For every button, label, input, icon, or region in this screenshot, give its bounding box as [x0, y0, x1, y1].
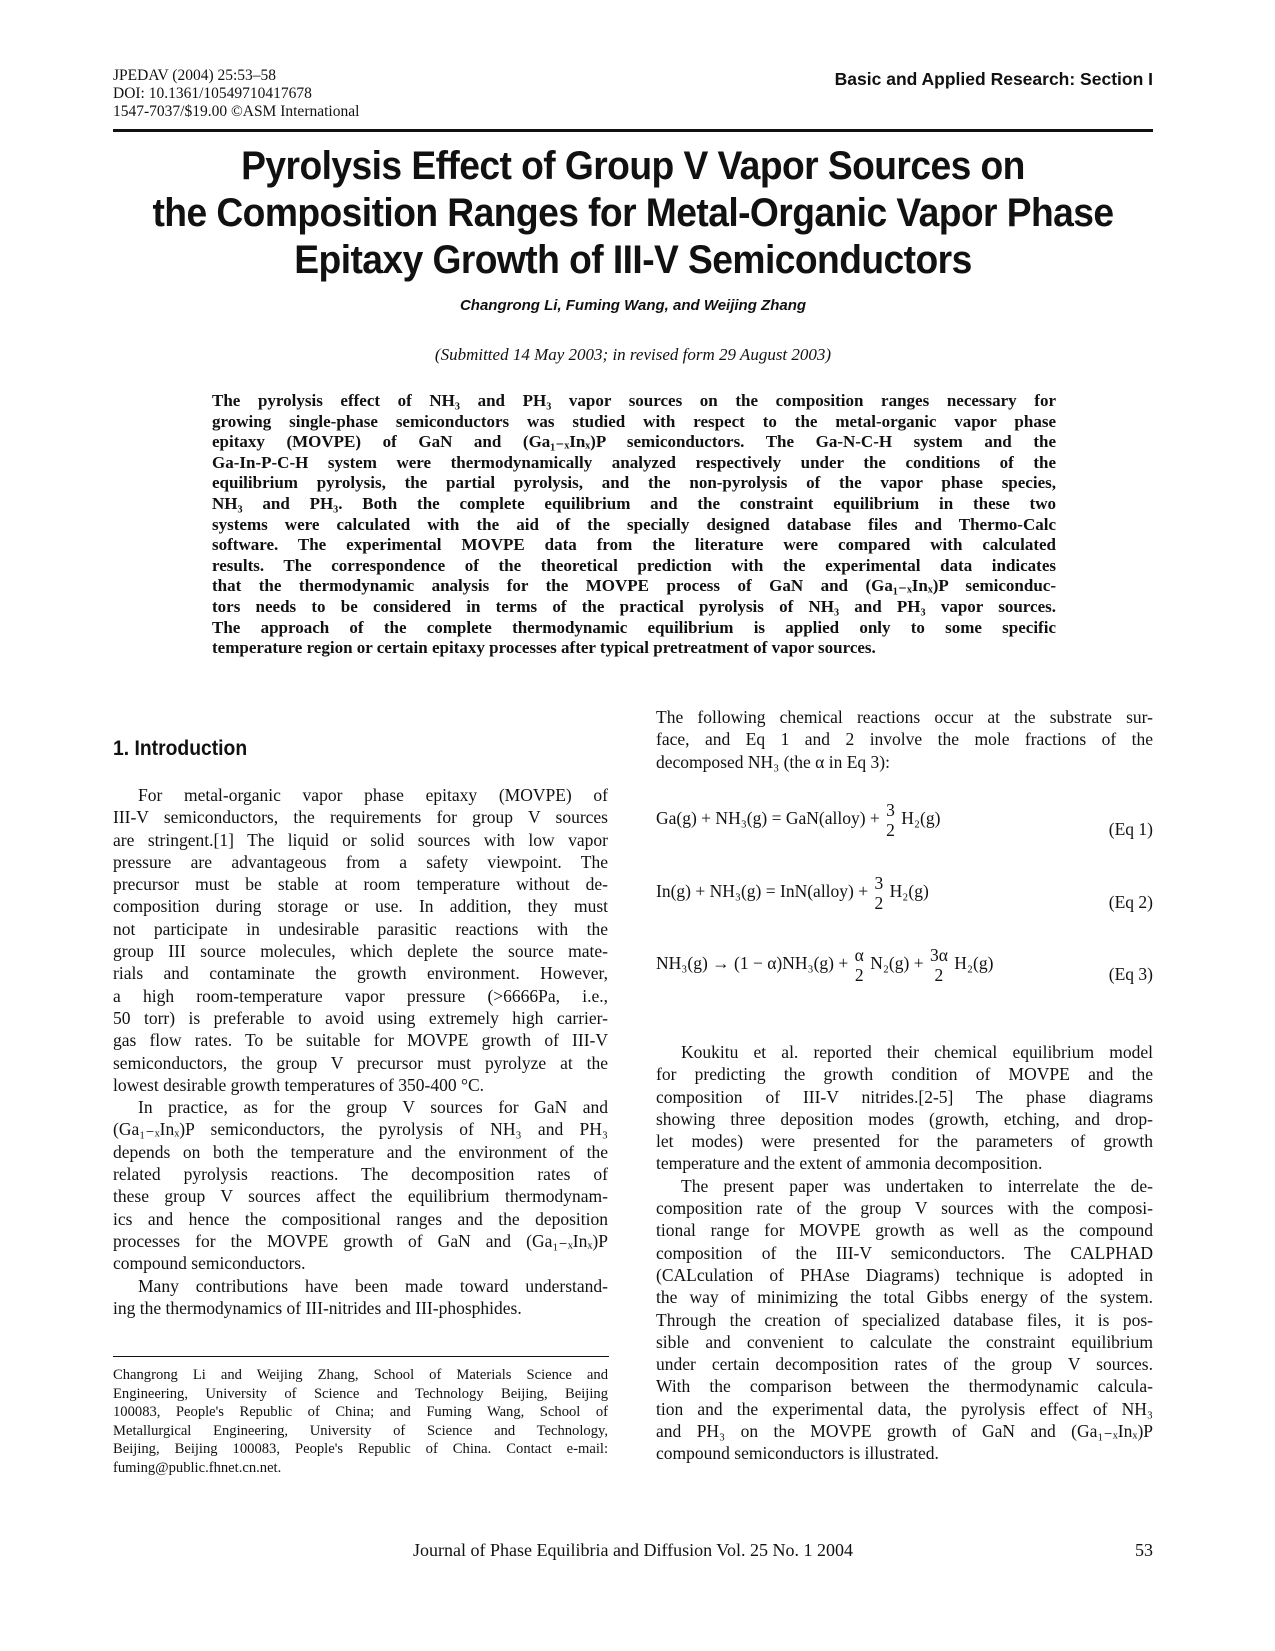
- paragraph-line: composition rate of the group V sources with the composi-: [656, 1198, 1153, 1219]
- eq-label: (Eq 2): [1108, 892, 1153, 912]
- paragraph-line: rials and contaminate the growth environment. However,: [113, 963, 608, 984]
- paragraph-line: The present paper was undertaken to interrelate the de-: [681, 1175, 1153, 1196]
- paragraph-line: semiconductors, the group V precursor must pyrolyze at the: [113, 1052, 608, 1073]
- paragraph-line: For metal-organic vapor phase epitaxy (MOVPE) of: [138, 785, 608, 805]
- paragraph-line: Many contributions have been made toward understand-: [138, 1275, 608, 1296]
- paragraph-line: for predicting the growth condition of MOVPE and the: [656, 1064, 1153, 1085]
- abstract-line: The pyrolysis effect of NH₃ and PH₃ vapor sources on the composition ranges necessary for: [212, 391, 1056, 410]
- paragraph-line: Through the creation of specialized database files, it is pos-: [656, 1309, 1153, 1330]
- footnote-line: Beijing, Beijing 100083, People's Republic of China. Contact e-mail:: [113, 1441, 608, 1457]
- meta-line: 1547-7037/$19.00 ©ASM International: [113, 103, 360, 120]
- paragraph-line: group III source molecules, which deplete the source mate-: [113, 941, 608, 962]
- eq-left: NH₃(g) → (1 − α)NH₃(g) +: [656, 953, 849, 974]
- paragraph-line: processes for the MOVPE growth of GaN and (Ga₁₋ₓInₓ)P: [113, 1230, 608, 1251]
- paragraph-line: the way of minimizing the total Gibbs energy of the system.: [656, 1287, 1153, 1308]
- paragraph-line: are stringent.[1] The liquid or solid sources with low vapor: [113, 829, 608, 850]
- paragraph-line: tional range for MOVPE growth as well as the compound: [656, 1220, 1153, 1241]
- equation-3: [656, 945, 1153, 995]
- paragraph-line: ing the thermodynamics of III-nitrides and III-phosphides.: [113, 1297, 522, 1318]
- footer-journal: Journal of Phase Equilibria and Diffusion Vol. 25 No. 1 2004: [413, 1540, 853, 1560]
- paragraph-line: lowest desirable growth temperatures of 350-400 °C.: [113, 1074, 485, 1095]
- eq-fraction: α 2: [854, 945, 864, 985]
- paragraph-line: (Ga₁₋ₓInₓ)P semiconductors, the pyrolysis of NH₃ and PH₃: [113, 1119, 608, 1140]
- title-line: the Composition Ranges for Metal-Organic Vapor Phase: [152, 191, 1114, 235]
- eq-fraction: 3α 2: [929, 945, 948, 985]
- paragraph-line: under certain decomposition rates of the group V sources.: [656, 1354, 1153, 1375]
- paragraph-line: decomposed NH₃ (the α in Eq 3):: [656, 751, 890, 772]
- left-column-text: [113, 784, 608, 1319]
- paragraph-line: not participate in undesirable parasitic reactions with the: [113, 918, 608, 939]
- header-rule: [113, 129, 1153, 132]
- footnote-line: fuming@public.fhnet.cn.net.: [113, 1459, 282, 1476]
- footnote-line: Metallurgical Engineering, University of Science and Technology,: [113, 1422, 608, 1439]
- paragraph-line: composition of III-V nitrides.[2-5] The phase diagrams: [656, 1086, 1153, 1107]
- paragraph-line: and PH₃ on the MOVPE growth of GaN and (Ga₁₋ₓInₓ)P: [656, 1421, 1153, 1442]
- eq-fraction: 3 2: [886, 800, 895, 840]
- paper-title: [149, 143, 1116, 284]
- abstract-line: growing single-phase semiconductors was studied with respect to the metal-organic vapor phase: [212, 411, 1056, 431]
- eq-right: H₂(g): [889, 881, 929, 902]
- paragraph-line: compound semiconductors is illustrated.: [656, 1443, 939, 1464]
- abstract-line: temperature region or certain epitaxy processes after typical pretreatment of vapor sources.: [212, 638, 876, 658]
- title-line: Pyrolysis Effect of Group V Vapor Sources on: [241, 144, 1025, 188]
- right-column-body-text: [656, 1041, 1153, 1465]
- footnote-rule: [113, 1356, 609, 1357]
- section-label: Basic and Applied Research: Section I: [834, 69, 1153, 89]
- paragraph-line: III-V semiconductors, the requirements for group V sources: [113, 807, 608, 828]
- paragraph-line: temperature and the extent of ammonia decomposition.: [656, 1153, 1043, 1174]
- eq-label: (Eq 1): [1108, 819, 1153, 839]
- abstract-line: results. The correspondence of the theoretical prediction with the experimental data indicates: [212, 555, 1056, 575]
- paragraph-line: these group V sources affect the equilibrium thermodynam-: [113, 1186, 608, 1207]
- eq-fraction: 3 2: [874, 873, 884, 913]
- paragraph-line: The following chemical reactions occur at the substrate sur-: [656, 707, 1153, 727]
- submission-dates: (Submitted 14 May 2003; in revised form 29 August 2003): [434, 345, 832, 364]
- journal-meta: [113, 67, 359, 121]
- eq-left: In(g) + NH₃(g) = InN(alloy) +: [656, 881, 869, 902]
- meta-line: DOI: 10.1361/10549710417678: [113, 85, 312, 102]
- paragraph-line: depends on both the temperature and the environment of the: [113, 1141, 608, 1162]
- abstract-line: Ga-In-P-C-H system were thermodynamically analyzed respectively under the conditions of the: [212, 452, 1056, 472]
- abstract-line: NH₃ and PH₃. Both the complete equilibrium and the constraint equilibrium in these two: [212, 493, 1056, 513]
- paragraph-line: a high room-temperature vapor pressure (>6666Pa, i.e.,: [113, 985, 608, 1006]
- eq-left: Ga(g) + NH₃(g) = GaN(alloy) +: [656, 808, 880, 829]
- paragraph-line: pressure are advantageous from a safety viewpoint. The: [113, 851, 608, 872]
- paragraph-line: composition of the III-V semiconductors. The CALPHAD: [656, 1242, 1153, 1263]
- abstract: [212, 391, 1056, 659]
- paragraph-line: In practice, as for the group V sources for GaN and: [138, 1097, 608, 1118]
- paragraph-line: related pyrolysis reactions. The decomposition rates of: [113, 1164, 608, 1185]
- paragraph-line: tion and the experimental data, the pyrolysis effect of NH₃: [656, 1398, 1153, 1419]
- paragraph-line: composition during storage or use. In addition, they must: [113, 896, 608, 917]
- abstract-line: tors needs to be considered in terms of the practical pyrolysis of NH₃ and PH₃ vapor sources.: [212, 596, 1056, 616]
- section-heading-introduction: 1. Introduction: [113, 737, 248, 760]
- author-affiliation-footnote: [113, 1366, 608, 1477]
- paragraph-line: showing three deposition modes (growth, etching, and drop-: [656, 1108, 1153, 1129]
- paragraph-line: compound semiconductors.: [113, 1253, 306, 1274]
- eq-mid: N₂(g) +: [870, 953, 924, 974]
- footnote-line: Changrong Li and Weijing Zhang, School of Materials Science and: [113, 1367, 608, 1383]
- paragraph-line: precursor must be stable at room temperature without de-: [113, 874, 608, 895]
- page-number: 53: [1135, 1540, 1153, 1560]
- title-line: Epitaxy Growth of III-V Semiconductors: [294, 238, 972, 282]
- abstract-line: that the thermodynamic analysis for the MOVPE process of GaN and (Ga₁₋ₓInₓ)P semiconduc-: [212, 576, 1056, 596]
- footnote-line: 100083, People's Republic of China; and Fuming Wang, School of: [113, 1404, 608, 1420]
- eq-right: H₂(g): [954, 953, 994, 974]
- abstract-line: software. The experimental MOVPE data from the literature were compared with calculated: [212, 535, 1056, 555]
- equation-2: [656, 873, 1153, 923]
- paragraph-line: gas flow rates. To be suitable for MOVPE growth of III-V: [113, 1030, 608, 1051]
- paragraph-line: ics and hence the compositional ranges and the deposition: [113, 1208, 608, 1229]
- eq-right: H₂(g): [901, 808, 941, 829]
- abstract-line: equilibrium pyrolysis, the partial pyrolysis, and the non-pyrolysis of the vapor phase species,: [212, 473, 1056, 493]
- authors: Changrong Li, Fuming Wang, and Weijing Zhang: [459, 297, 807, 314]
- abstract-line: The approach of the complete thermodynamic equilibrium is applied only to some specific: [212, 617, 1056, 637]
- footnote-line: Engineering, University of Science and Technology Beijing, Beijing: [113, 1385, 608, 1402]
- paragraph-line: let modes) were presented for the parameters of growth: [656, 1131, 1153, 1152]
- right-column-intro-text: [656, 706, 1153, 773]
- paragraph-line: sible and convenient to calculate the constraint equilibrium: [656, 1331, 1153, 1352]
- paragraph-line: With the comparison between the thermodynamic calcula-: [656, 1376, 1153, 1397]
- paragraph-line: face, and Eq 1 and 2 involve the mole fractions of the: [656, 729, 1153, 750]
- equation-1: [656, 800, 1153, 850]
- paragraph-line: (CALculation of PHAse Diagrams) technique is adopted in: [656, 1264, 1153, 1285]
- meta-line: JPEDAV (2004) 25:53–58: [113, 67, 277, 84]
- abstract-line: epitaxy (MOVPE) of GaN and (Ga₁₋ₓInₓ)P semiconductors. The Ga-N-C-H system and the: [212, 432, 1056, 452]
- paragraph-line: 50 torr) is preferable to avoid using extremely high carrier-: [113, 1007, 608, 1028]
- eq-label: (Eq 3): [1108, 964, 1153, 984]
- paragraph-line: Koukitu et al. reported their chemical equilibrium model: [681, 1042, 1153, 1062]
- abstract-line: systems were calculated with the aid of the specially designed database files and Thermo-Calc: [212, 514, 1056, 534]
